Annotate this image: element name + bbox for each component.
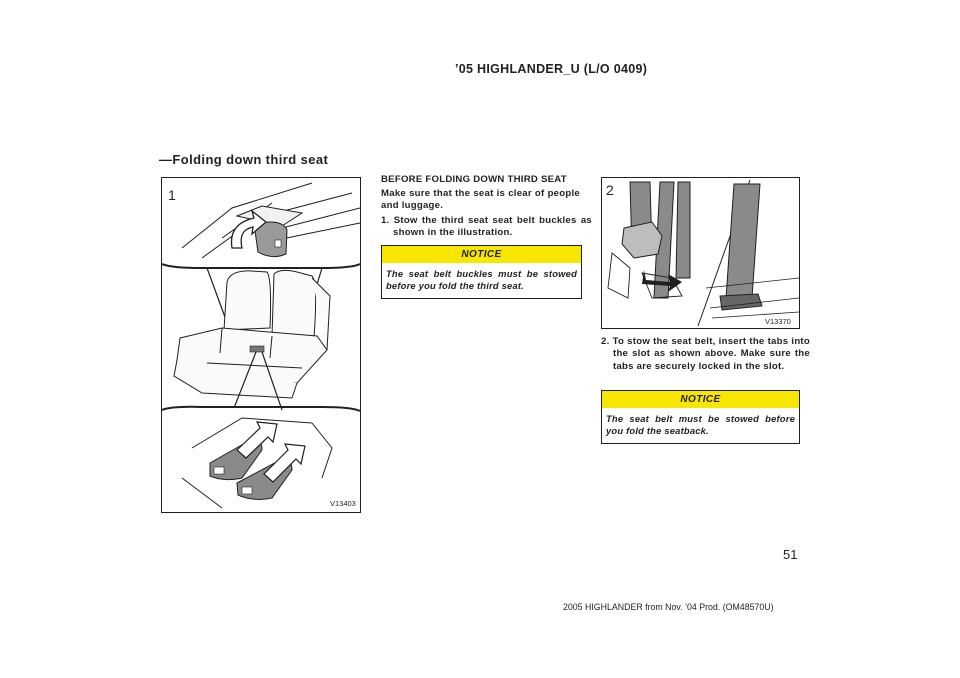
notice-1-text: The seat belt buckles must be stowed before you fold the third seat. [386,268,577,291]
seat-belt-tab-illustration [602,178,799,328]
notice-2-text: The seat belt must be stowed before you fold the seatback. [606,413,795,436]
notice-1-label: NOTICE [382,246,581,263]
seat-buckle-illustration [162,178,360,512]
third-row-seat [174,270,330,398]
document-footer: 2005 HIGHLANDER from Nov. ’04 Prod. (OM48570U) [563,602,774,612]
callout-divider-top [162,264,360,268]
document-header: ’05 HIGHLANDER_U (L/O 0409) [455,62,648,76]
figure-2-number: 2 [606,182,614,198]
step-2: 2. To stow the seat belt, insert the tabs into the slot as shown above. Make sure the tabs are securely locked in the slot. [601,336,810,372]
notice-box-2 [601,390,800,444]
notice-2-label: NOTICE [602,391,799,408]
seat-buckle-slot [250,346,264,352]
figure-2-code: V13370 [765,317,791,326]
instructions-heading: BEFORE FOLDING DOWN THIRD SEAT [381,174,567,185]
belt-tab [622,222,662,258]
section-title: —Folding down third seat [159,152,329,167]
figure-1-number: 1 [168,187,176,203]
figure-1-code: V13403 [330,499,356,508]
notice-box-1 [381,245,582,299]
page-number: 51 [783,547,798,562]
intro-paragraph: Make sure that the seat is clear of people and luggage. [381,188,580,212]
step-1: 1. Stow the third seat seat belt buckles as shown in the illustration. [381,215,592,239]
figure-2-seat-belt-tab-illustration [601,177,800,329]
callout-divider-bottom [162,407,360,411]
figure-1-seat-buckle-illustration [161,177,361,513]
right-belt [706,184,799,318]
